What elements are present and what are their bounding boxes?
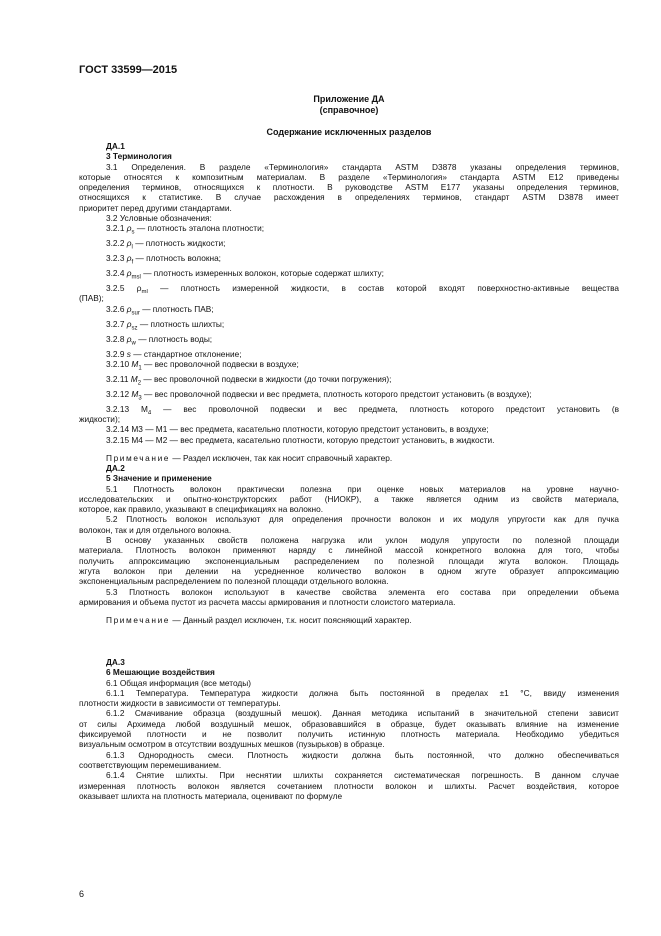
p614-line: оказывает шлихта на плотность материала, оценивают по формуле bbox=[79, 790, 343, 801]
symbol-item: 3.2.7 $\rho_{sz}$ — плотность шлихты; bbox=[106, 318, 225, 332]
section-da2 bbox=[79, 463, 619, 625]
symbol-item: 3.2.13 $M_4$ — вес проволочной подвески и вес предмета, плотность которого предстоит установить (в bbox=[106, 403, 619, 415]
p31-line: приоритет перед другими стандартами. bbox=[79, 202, 232, 213]
appendix-title: Приложение ДА bbox=[313, 94, 385, 104]
p612-line: фиксируемой плотности и не позволит получить истинную плотность материала. Необходимо убедиться bbox=[79, 729, 619, 740]
p614-line: 6.1.4 Снятие шлихты. При неснятии шлихты сохраняется систематическая погрешность. В данном случае bbox=[106, 770, 619, 781]
p51-line: которое, как правило, указывают в спецификациях на волокно. bbox=[79, 504, 324, 515]
da1-id: ДА.1 bbox=[106, 141, 125, 151]
symbol-item-cont: жидкости); bbox=[79, 414, 121, 425]
section-da3 bbox=[79, 657, 619, 801]
p611-line: 6.1.1 Температура. Температура жидкости должна быть постоянной в пределах ±1 °С, ввиду изменения bbox=[106, 687, 619, 698]
p53-line: 5.3 Плотность волокон используют в качестве свойства элемента его состава при определении объема bbox=[106, 586, 619, 597]
symbol-item: 3.2.8 $\rho_w$ — плотность воды; bbox=[106, 333, 213, 347]
symbol-item: 3.2.15 M4 — M2 — вес предмета, касательно плотности, которую предстоит установить, в жидкости. bbox=[106, 434, 495, 445]
p52-line: волокон, так и для отдельного волокна. bbox=[79, 524, 232, 535]
da2-note: Примечание — Данный раздел исключен, т.к. носит поясняющий характер. bbox=[106, 615, 412, 626]
symbol-item: 3.2.5 $\rho_{ml}$ — плотность измеренной жидкости, в состав которой входят поверхностно-активные вещества bbox=[106, 283, 619, 294]
da3-section-title: 6 Мешающие воздействия bbox=[106, 667, 215, 678]
p613-line: 6.1.3 Однородность смеси. Плотность жидкости должна быть постоянной, что должно обеспечиваться bbox=[106, 749, 619, 760]
section-da1 bbox=[79, 141, 619, 463]
p612-line: 6.1.2 Смачивание образца (воздушный мешок). Данная методика испытаний в значительной степени зависит bbox=[106, 708, 619, 719]
da3-id: ДА.3 bbox=[106, 657, 125, 667]
symbol-item: 3.2.3 $\rho_f$ — плотность волокна; bbox=[106, 253, 221, 266]
p613-line: соответствующим перемешиванием. bbox=[79, 759, 222, 770]
standard-header: ГОСТ 33599—2015 bbox=[79, 64, 178, 76]
symbol-item: 3.2.10 $M_1$ — вес проволочной подвески в воздухе; bbox=[106, 358, 299, 372]
da2-id: ДА.2 bbox=[106, 463, 125, 473]
symbol-item: 3.2.1 $\rho_s$ — плотность эталона плотности; bbox=[106, 223, 265, 237]
p31-line: относящихся к статистике. В случае расхождения в определениях терминов, стандарт ASTM D3878 имеет bbox=[79, 192, 619, 203]
symbol-item: 3.2.2 $\rho_l$ — плотность жидкости; bbox=[106, 238, 226, 251]
appendix-heading: Содержание исключенных разделов bbox=[266, 127, 432, 137]
p52b-line: жгута волокон при делении на усредненное количество волокон в одном жгуте образует аппроксимацию bbox=[79, 565, 619, 576]
appendix-subtitle: (справочное) bbox=[319, 105, 379, 115]
p614-line: измеренная плотность волокон является сочетанием плотности волокон и шлихты. Расчет воздействия, которое bbox=[79, 780, 619, 791]
p31-line: которые относятся к композитным материалам. В разделе «Терминология» стандарта ASTM E12 приведены bbox=[79, 171, 619, 182]
symbol-item: 3.2.9 s — стандартное отклонение; bbox=[106, 348, 242, 359]
p31-line: определения терминов, относящихся к плотности. В руководстве ASTM E177 указаны определения терминов, bbox=[79, 182, 619, 193]
da1-section-title: 3 Терминология bbox=[106, 151, 172, 162]
p52b-line: получить аппроксимацию экспоненциальным распределением по полезной площади жгута волокон. Площадь bbox=[79, 555, 619, 566]
p612-line: от силы Архимеда любой воздушный мешок, образовавшийся в образце, будет оказывать влияние на изменение bbox=[79, 718, 619, 729]
symbol-item: 3.2.4 $\rho_{msl}$ — плотность измеренных волокон, которые содержат шлихту; bbox=[106, 268, 384, 281]
p52b-line: материала. Плотность волокон применяют наряду с линейной массой конкретного волокна для того, чтобы bbox=[79, 545, 619, 556]
symbol-item: 3.2.12 $M_3$ — вес проволочной подвески и вес предмета, плотность которого предстоит установить (в воздухе); bbox=[106, 388, 532, 402]
p52b-line: экспоненциальным распределением по полезной площади отдельного волокна. bbox=[79, 576, 389, 587]
da1-note: Примечание — Раздел исключен, так как носит справочный характер. bbox=[106, 452, 393, 463]
p61-line: 6.1 Общая информация (все методы) bbox=[106, 677, 251, 688]
p611-line: плотности жидкости в зависимости от температуры. bbox=[79, 698, 281, 709]
p51-line: исследовательских и опытно-конструкторских работ (НИОКР), а также является одним из свойств материала, bbox=[79, 493, 619, 504]
p51-line: 5.1 Плотность волокон практически полезна при оценке новых материалов на уровне научно- bbox=[106, 483, 619, 494]
symbol-item-cont: (ПАВ); bbox=[79, 293, 104, 304]
p31-line: 3.1 Определения. В разделе «Терминология» стандарта ASTM D3878 указаны определения терминов, bbox=[106, 161, 619, 172]
symbol-item: 3.2.6 $\rho_{sur}$ — плотность ПАВ; bbox=[106, 303, 214, 317]
page-number: 6 bbox=[79, 889, 85, 899]
symbol-item: 3.2.11 $M_2$ — вес проволочной подвески в жидкости (до точки погружения); bbox=[106, 373, 392, 387]
p52b-line: В основу указанных свойств положена нагрузка или уклон модуля упругости по полезной площади bbox=[106, 535, 619, 546]
p32-line: 3.2 Условные обозначения: bbox=[106, 213, 212, 224]
p52-line: 5.2 Плотность волокон используют для определения прочности волокон и их модуля упругости как для пучка bbox=[106, 514, 619, 525]
p612-line: визуальным осмотром в отсутствии воздушных мешков (пузырьков) в образце. bbox=[79, 739, 385, 750]
p53-line: армирования и объема пустот из расчета массы армирования и плотности слоистого материала. bbox=[79, 596, 456, 607]
da2-section-title: 5 Значение и применение bbox=[106, 473, 212, 484]
symbol-item: 3.2.14 M3 — M1 — вес предмета, касательно плотности, которую предстоит установить, в воздухе; bbox=[106, 424, 489, 435]
